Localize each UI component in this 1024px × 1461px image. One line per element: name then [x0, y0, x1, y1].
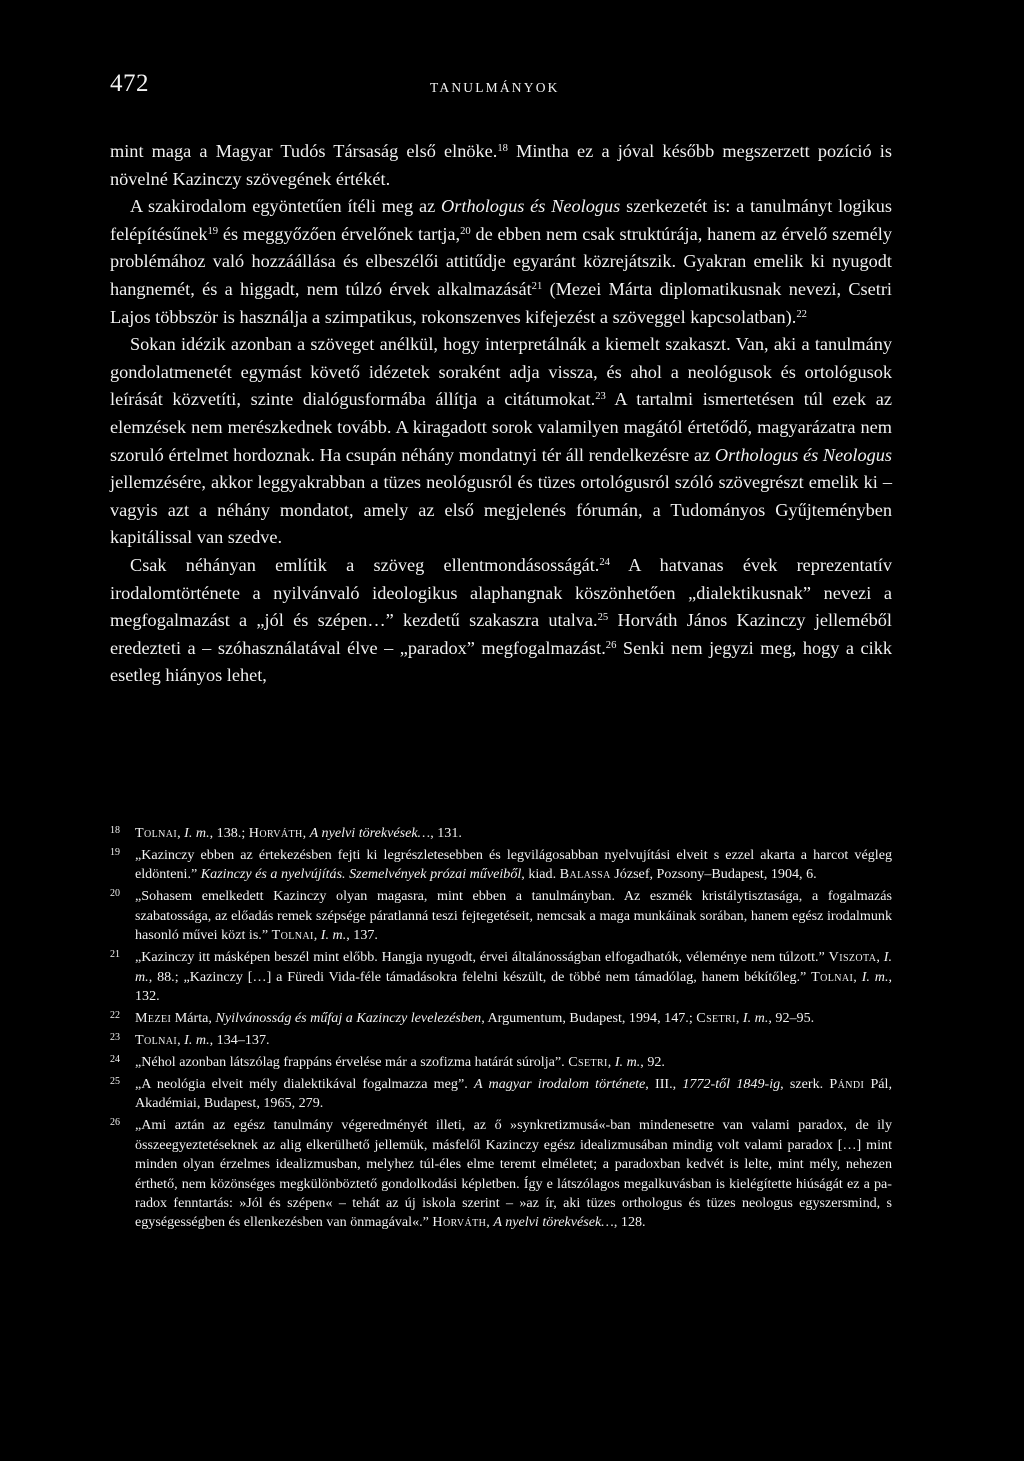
footnote-text: , 92–95. [768, 1010, 815, 1027]
footnote-text: , 137. [346, 927, 378, 944]
work-title: Nyilvánosság és műfaj a Kazinczy levelezésben [215, 1010, 482, 1027]
footnote-text: , 131. [430, 825, 462, 841]
author-name: Tolnai [135, 1032, 178, 1049]
footnote-text: , 128. [613, 1214, 646, 1231]
author-name: Csetri [696, 1010, 736, 1027]
footnote-number: 24 [110, 1054, 120, 1066]
footnote-number: 25 [110, 1076, 120, 1088]
work-title: Orthologus és Neologus [441, 196, 621, 217]
footnote-20 [110, 887, 892, 945]
footnote-text: „A neológia elveit mély dialektikával fogalmazza meg”. [135, 1076, 474, 1093]
text-run: Csak néhányan említik a szöveg ellentmondásosságát. [130, 554, 600, 575]
footnote-25 [110, 1075, 892, 1114]
footnote-ref-19: 19 [207, 225, 219, 237]
footnote-text: Márta, [171, 1010, 216, 1027]
work-title: Kazinczy és a nyelvújítás. Szemelvények prózai műveiből [200, 866, 522, 883]
footnote-number: 21 [110, 949, 120, 961]
work-title: I. m. [184, 1032, 210, 1049]
footnote-number: 20 [110, 888, 120, 900]
work-title: I. m. [135, 949, 893, 985]
footnote-text: „Kazinczy itt másképen beszél mint előbb. Hangja nyugodt, érvei általánosságban elfogadhatók, véleménye nem túlzott.” [135, 949, 829, 966]
paragraph-1 [110, 138, 892, 193]
footnote-text: , kiad. [521, 866, 560, 883]
footnote-text: , [735, 1010, 743, 1027]
footnote-18 [110, 824, 892, 843]
footnote-number: 18 [110, 825, 120, 836]
author-name: Horváth [248, 825, 303, 841]
work-title: A magyar irodalom története [473, 1076, 646, 1093]
text-run: szerkezetét is: a tanulmányt logikus felépítésűnek [110, 196, 892, 244]
footnote-22 [110, 1009, 892, 1028]
footnote-ref-25: 25 [597, 612, 609, 624]
work-title: I. m. [320, 927, 347, 944]
body-text [110, 138, 892, 690]
footnote-ref-20: 20 [460, 225, 471, 237]
author-name: Tolnai [271, 927, 314, 944]
footnote-number: 26 [110, 1117, 120, 1129]
footnote-text: Pál, Akadémiai, Budapest, 1965, 279. [135, 1076, 892, 1112]
paragraph-2 [110, 193, 892, 331]
running-head [110, 70, 892, 110]
footnote-21 [110, 948, 892, 1006]
footnote-number: 23 [110, 1032, 120, 1044]
author-name: Balassa [559, 866, 611, 883]
author-name: Viszota [828, 949, 877, 966]
footnote-ref-23: 23 [595, 391, 606, 403]
work-title: I. m. [614, 1054, 641, 1071]
footnote-23 [110, 1031, 892, 1050]
footnote-text: , [876, 949, 884, 966]
author-name: Horváth [432, 1214, 487, 1231]
footnote-text: , 138.; [209, 825, 249, 841]
footnote-text: , [853, 968, 862, 985]
footnote-text: „Sohasem emelkedett Kazinczy olyan magasra, mint ebben a tanulmányban. Az eszmék kristálytisztasága, a fogalmazás szabatossága, az előadás remek szépsége páratlanná teszi fejtegetéseit, nemcsak a maga munkáinak sorában, hanem egész irodalmunk hasonló művei közt is.” [135, 888, 892, 944]
footnote-text: „Kazinczy ebben az értekezésben fejti ki legrészletesebben és legvilágosabban nyelvujítási elveit s ezzel akarta a harcot végleg eldönteni.” [135, 847, 892, 883]
text-run: jellemzésére, akkor leggyakrabban a tüzes neológusról és tüzes ortológusról szóló szövegrészt emelik ki – vagyis azt a néhány mondatot, amely az első megjelenés fórumán, a Tudományos Gyűjteményben kapitálissal van szedve. [110, 472, 892, 548]
footnote-ref-22: 22 [796, 308, 807, 320]
work-title: 1772-től 1849-ig [682, 1076, 781, 1093]
work-title: Orthologus és Neologus [714, 444, 892, 465]
text-run: (Mezei Márta diplomatikusnak nevezi, Csetri Lajos többször is használja a szimpatikus, rokonszenves kifejezést a szöveggel kapcsolatban). [110, 278, 892, 327]
footnote-text: , [177, 825, 185, 841]
text-run: de ebben nem csak struktúrája, hanem az érvelő személy problémához való hozzáállása és elbeszélői attitűdje egyaránt közrejátszik. Gyakran emelik ki nyugodt hangnemét, és a higgadt, nem túlzó érvek alkalmazását [110, 223, 892, 299]
footnote-text: , Argumentum, Budapest, 1994, 147.; [481, 1010, 697, 1027]
text-run: Mintha ez a jóval később megszerzett pozíció is növelné Kazinczy szövegének értékét. [110, 141, 892, 189]
text-run: és meggyőzően érvelőnek tartja, [218, 223, 461, 244]
footnote-24 [110, 1053, 892, 1072]
footnote-text: , 92. [640, 1054, 665, 1071]
footnote-text: József, Pozsony–Budapest, 1904, 6. [610, 866, 817, 883]
footnote-text: , [486, 1214, 494, 1231]
text-run: Senki nem jegyzi meg, hogy a cikk esetleg hiányos lehet, [110, 637, 892, 686]
footnote-text: , 88.; „Kazinczy […] a Füredi Vida-féle támadásokra felelni készült, de többé nem támadólag, hanem békítőleg.” [148, 968, 812, 985]
work-title: A nyelvi törekvések… [309, 825, 431, 841]
footnote-ref-21: 21 [531, 281, 543, 293]
footnote-text: , [607, 1054, 615, 1071]
text-run: Horváth János Kazinczy jelleméből eredezteti a – szóhasználatával élve – „paradox” megfogalmazást. [110, 610, 892, 658]
footnote-text: „Ami aztán az egész tanulmány végeredményét illeti, az ő »synkretizmusá«-ban mindenesetre van valami paradox, de ily összeegyeztetéseknek az alig elkerülhető jellemük, másfelől Kazinczy egész idealizmusában mindig volt valami paradox […] mint minden olyan érzelmes idealizmusban, melyhez túl-éles elme teremt elméletet; a paradoxban kedvét is lelte, mint mély, nehezen érthető, nem közönséges megkülönböztető gondolkodási képletben. Így e látszólagos megalkuvásban is kielégítette hiúságát ez a paradox fenntartás: »Jól és szépen« – tehát az új iskola szerint – »az ír, aki tüzes orthologus és tüzes neologus egyszersmind, s egységességben és ellenkezésben van önmagával«.” [135, 1117, 892, 1231]
text-run: Sokan idézik azonban a szöveget anélkül, hogy interpretálnák a kiemelt szakaszt. Van, aki a tanulmány gondolatmenetét egymást követő idézetek soraként adja vissza, és ahol a neológusok és ortológusok leírását közvetíti, szinte dialógusformába állítja a citátumokat. [110, 334, 892, 410]
work-title: I. m. [184, 825, 210, 841]
author-name: Mezei [135, 1010, 172, 1027]
footnote-number: 19 [110, 847, 120, 858]
section-title: TANULMÁNYOK [430, 80, 560, 95]
footnote-19 [110, 846, 892, 885]
work-title: A nyelvi törekvések… [493, 1214, 614, 1231]
footnote-26 [110, 1116, 892, 1232]
author-name: Pándi [829, 1076, 865, 1093]
footnote-text: , 134–137. [209, 1032, 270, 1049]
footnote-text: , III., [645, 1076, 683, 1093]
author-name: Tolnai [811, 968, 854, 985]
text-run: A szakirodalom egyöntetűen ítéli meg az [130, 196, 442, 217]
author-name: Tolnai [135, 825, 178, 841]
text-run: A hatvanas évek reprezentatív irodalomtörténete a nyilvánvaló ideologikus alaphangnak köszönhetően „dialektikusnak” nevezi a megfogalmazást a „jól és szépen…” kezdetű szakaszra utalva. [110, 554, 892, 631]
paragraph-3 [110, 331, 892, 552]
page-number: 472 [110, 70, 149, 97]
footnote-ref-24: 24 [599, 557, 610, 569]
paragraph-4 [110, 552, 892, 690]
work-title: I. m. [861, 968, 889, 985]
footnote-text: , [302, 825, 310, 841]
text-run: A tartalmi ismertetésen túl ezek az elemzések nem merészkednek tovább. A kiragadott sorok valamilyen magától értetődő, magyarázatra nem szoruló értelmet hordoznak. Ha csupán néhány mondatnyi tér áll rendelkezésre az [110, 389, 892, 465]
book-page [110, 0, 892, 1461]
footnote-text: , 132. [135, 968, 892, 1005]
author-name: Csetri [568, 1054, 608, 1071]
footnote-ref-26: 26 [605, 639, 617, 651]
footnote-number: 22 [110, 1010, 120, 1022]
footnote-text: , [313, 927, 321, 944]
footnote-text: , szerk. [780, 1076, 830, 1093]
footnote-ref-18: 18 [497, 143, 508, 155]
footnotes [110, 824, 892, 1235]
work-title: I. m. [742, 1010, 769, 1027]
footnote-text: „Néhol azonban látszólag frappáns érvelése már a szofizma határát súrolja”. [135, 1054, 569, 1071]
text-run: mint maga a Magyar Tudós Társaság első elnöke. [110, 141, 498, 161]
footnote-text: , [177, 1032, 185, 1049]
